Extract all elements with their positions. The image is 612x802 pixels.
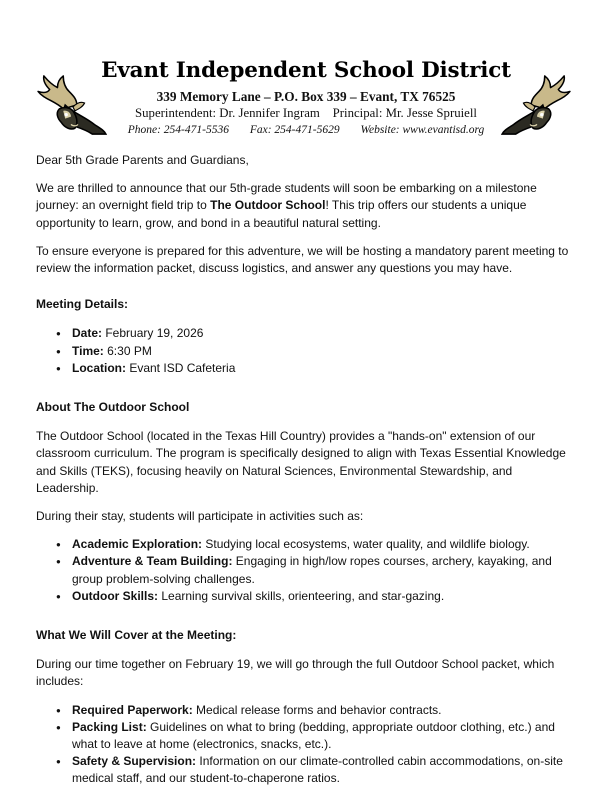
list-item: ● Required Paperwork: Medical release forms and behavior contracts. xyxy=(36,702,576,719)
list-item: ● Safety & Supervision: Information on our climate-controlled cabin accommodations, on-site medical staff, and our student-to-chaperone ratios. xyxy=(36,753,576,787)
letter-body xyxy=(36,152,576,802)
about-heading: About The Outdoor School xyxy=(36,400,190,415)
phone: Phone: 254-471-5536 xyxy=(127,124,229,136)
list-item: ● Adventure & Team Building: Engaging in high/low ropes courses, archery, kayaking, and group problem-solving challenges. xyxy=(36,553,576,587)
cover-intro: During our time together on February 19, we will go through the full Outdoor School packet, which includes: xyxy=(36,657,555,689)
outdoor-school-name: The Outdoor School xyxy=(210,198,326,213)
meeting-details-list xyxy=(36,325,576,377)
about-paragraph: The Outdoor School (located in the Texas Hill Country) provides a "hands-on" extension of our classroom curriculum. The program is specifically designed to align with Texas Essential Knowledge and Skills (TEKS), focusing heavily on Natural Sciences, Environmental Stewardship, and Leadership. xyxy=(36,429,566,495)
cover-list xyxy=(36,702,576,788)
principal: Principal: Mr. Jesse Spruiell xyxy=(332,106,477,120)
list-item: ● Packing List: Guidelines on what to bring (bedding, appropriate outdoor clothing, etc.) and what to leave at home (electronics, snacks, etc.). xyxy=(36,719,576,753)
fax: Fax: 254-471-5629 xyxy=(249,124,340,136)
meeting-details-heading: Meeting Details: xyxy=(36,297,129,312)
activities-list xyxy=(36,536,576,605)
district-address: 339 Memory Lane – P.O. Box 339 – Evant, TX 76525 xyxy=(156,89,456,104)
meeting-intro: To ensure everyone is prepared for this adventure, we will be hosting a mandatory parent meeting to review the information packet, discuss logistics, and answer any questions you may have. xyxy=(36,243,569,276)
list-item: ● Time: 6:30 PM xyxy=(36,343,576,360)
district-contact xyxy=(0,124,612,136)
letterhead xyxy=(0,0,612,140)
district-name: Evant Independent School District xyxy=(101,58,511,83)
list-item: ● Outdoor Skills: Learning survival skills, orienteering, and star-gazing. xyxy=(36,588,576,605)
cover-heading: What We Will Cover at the Meeting: xyxy=(36,628,237,643)
list-item: ● Location: Evant ISD Cafeteria xyxy=(36,360,576,377)
website: Website: www.evantisd.org xyxy=(360,124,485,136)
list-item: ● Date: February 19, 2026 xyxy=(36,325,576,342)
superintendent: Superintendent: Dr. Jennifer Ingram xyxy=(135,106,320,120)
list-item: ● Academic Exploration: Studying local ecosystems, water quality, and wildlife biology. xyxy=(36,536,576,553)
activities-intro: During their stay, students will participate in activities such as: xyxy=(36,509,364,524)
intro-paragraph: We are thrilled to announce that our 5th-grade students will soon be embarking on a milestone journey: an overnight field trip to The Outdoor School! This trip offers our students a unique opportunity to learn, grow, and bond in a beautiful natural setting. xyxy=(36,181,537,230)
greeting: Dear 5th Grade Parents and Guardians, xyxy=(36,153,249,167)
district-staff xyxy=(0,106,612,121)
